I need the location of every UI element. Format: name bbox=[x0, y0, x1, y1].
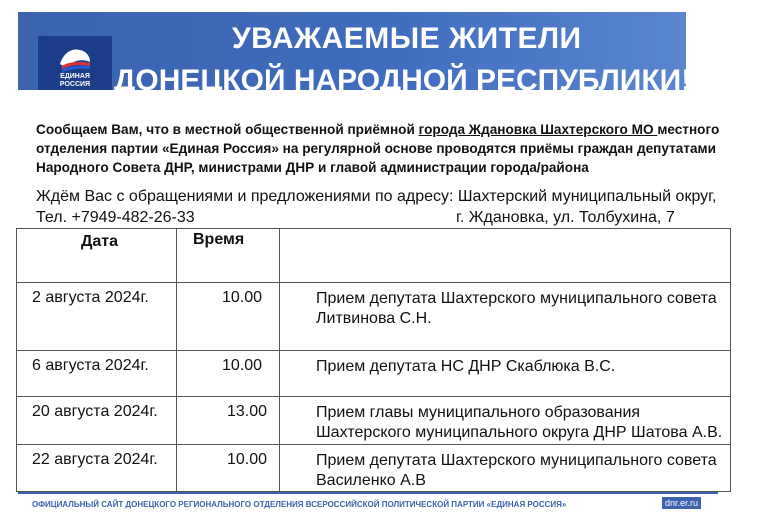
page-title-line1: УВАЖАЕМЫЕ ЖИТЕЛИ bbox=[232, 22, 582, 55]
page-title-line2: ДОНЕЦКОЙ НАРОДНОЙ РЕСПУБЛИКИ! bbox=[114, 64, 692, 97]
schedule-table bbox=[16, 228, 731, 492]
logo-text: ЕДИНАЯ РОССИЯ bbox=[59, 73, 91, 88]
intro-paragraph: Сообщаем Вам, что в местной общественной приёмной города Ждановка Шахтерского МО местного отделения партии «Единая Россия» на регулярной основе проводятся приёмы граждан депутатами Народного Совета ДНР, министрами ДНР и главой администрации города/района bbox=[36, 122, 720, 175]
header-time: Время bbox=[177, 229, 280, 283]
footer-text: ОФИЦИАЛЬНЫЙ САЙТ ДОНЕЦКОГО РЕГИОНАЛЬНОГО ОТДЕЛЕНИЯ ВСЕРОССИЙСКОЙ ПОЛИТИЧЕСКОЙ ПАРТИИ «ЕДИНАЯ РОССИЯ» bbox=[32, 500, 567, 509]
row-time: 10.00 bbox=[177, 351, 280, 397]
table-row bbox=[17, 397, 731, 445]
row-description: Прием главы муниципального образования Шахтерского муниципального округа ДНР Шатова А.В. bbox=[280, 397, 731, 445]
contact-info bbox=[36, 187, 736, 229]
row-time: 10.00 bbox=[177, 445, 280, 492]
table-row bbox=[17, 283, 731, 351]
table-row bbox=[17, 351, 731, 397]
table-row bbox=[17, 445, 731, 492]
bear-flag-icon bbox=[58, 42, 92, 72]
row-time: 13.00 bbox=[177, 397, 280, 445]
row-time: 10.00 bbox=[177, 283, 280, 351]
row-date: 22 августа 2024г. bbox=[17, 445, 177, 492]
row-date: 6 августа 2024г. bbox=[17, 351, 177, 397]
header-description bbox=[280, 229, 731, 283]
row-date: 2 августа 2024г. bbox=[17, 283, 177, 351]
phone-number: Тел. +7949-482-26-33 bbox=[36, 209, 195, 226]
header-date: Дата bbox=[17, 229, 177, 283]
table-header-row bbox=[17, 229, 731, 283]
row-description: Прием депутата НС ДНР Скаблюка В.С. bbox=[280, 351, 731, 397]
row-date: 20 августа 2024г. bbox=[17, 397, 177, 445]
footer-site-link[interactable]: dnr.er.ru bbox=[662, 497, 701, 509]
party-logo bbox=[38, 36, 112, 90]
location-highlight: города Ждановка Шахтерского МО bbox=[418, 122, 658, 137]
address: г. Ждановка, ул. Толбухина, 7 bbox=[456, 209, 675, 226]
row-description: Прием депутата Шахтерского муниципального совета Василенко А.В bbox=[280, 445, 731, 492]
footer bbox=[18, 492, 718, 514]
invite-text: Ждём Вас с обращениями и предложениями по адресу: Шахтерский муниципальный округ, bbox=[36, 188, 717, 205]
header-banner bbox=[18, 12, 692, 97]
row-description: Прием депутата Шахтерского муниципального совета Литвинова С.Н. bbox=[280, 283, 731, 351]
